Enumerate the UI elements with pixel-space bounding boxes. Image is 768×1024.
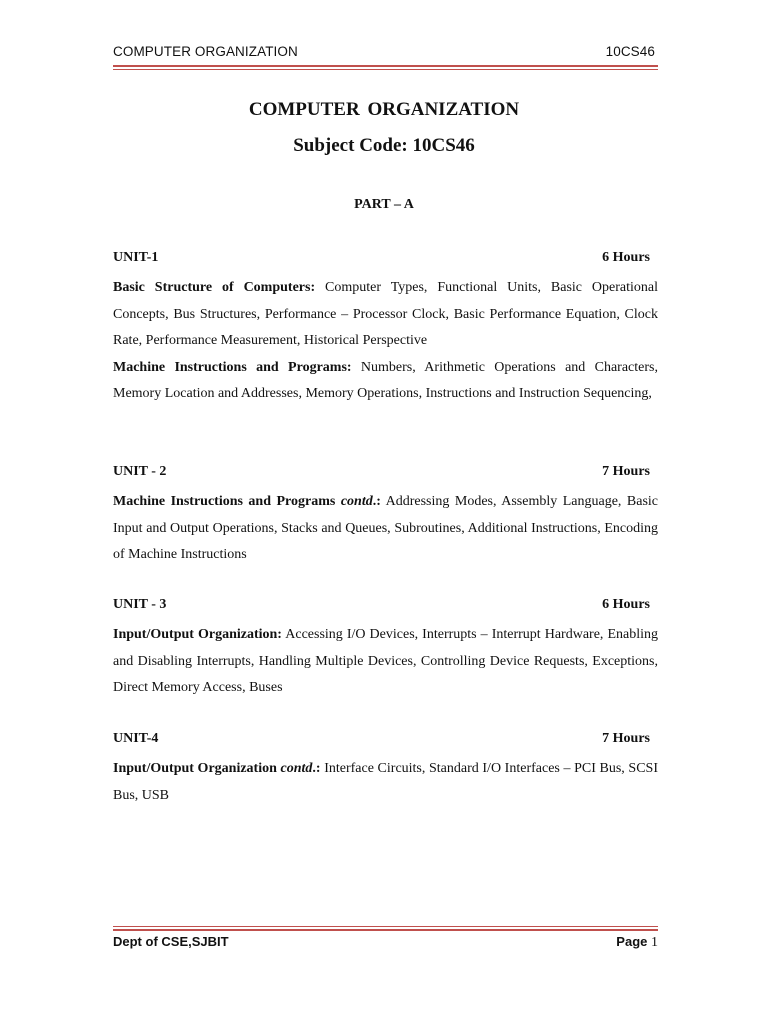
- header-rule: [113, 65, 658, 67]
- part-heading: PART – A: [354, 197, 414, 212]
- page-header: [113, 44, 655, 63]
- topic-text: Accessing I/O Devices, Interrupts – Interrupt Hardware, Enabling and Disabling Interrupts, Handling Multiple Devices, Controlling Device Requests, Exceptions, Direct Memory Access, Buses: [113, 627, 659, 696]
- unit-heading: [113, 730, 658, 748]
- topic-text: Interface Circuits, Standard I/O Interfaces – PCI Bus, SCSI Bus, USB: [113, 761, 658, 803]
- header-course-code: 10CS46: [605, 44, 655, 59]
- topic-heading: Machine Instructions and Programs:: [113, 359, 352, 375]
- unit-hours: 6 Hours: [602, 250, 650, 265]
- syllabus-paragraph: [113, 275, 658, 355]
- topic-title: Input/Output Organization: [113, 761, 281, 776]
- subject-code: Subject Code: 10CS46: [293, 135, 475, 156]
- unit-hours: 6 Hours: [602, 597, 650, 612]
- footer-rule: [113, 929, 658, 931]
- footer-department: Dept of CSE,SJBIT: [113, 934, 229, 949]
- unit-heading: [113, 463, 658, 481]
- unit-syllabus: [113, 756, 658, 809]
- page-footer: [113, 934, 658, 951]
- topic-heading: [113, 761, 321, 776]
- unit-heading: [113, 249, 658, 267]
- topic-contd: contd: [340, 494, 373, 509]
- document-title: COMPUTER ORGANIZATION: [248, 99, 520, 120]
- unit-syllabus: [113, 275, 658, 408]
- unit-syllabus: [113, 489, 658, 569]
- unit-hours: 7 Hours: [602, 464, 650, 479]
- topic-heading: Basic Structure of Computers:: [113, 280, 316, 295]
- page-number-label: [616, 934, 658, 951]
- unit-block-4: [113, 730, 658, 809]
- header-rule-thin: [113, 69, 658, 70]
- page-label: Page: [616, 934, 648, 949]
- syllabus-paragraph: [113, 756, 658, 809]
- syllabus-paragraph: [113, 489, 658, 569]
- topic-colon: .:: [372, 494, 381, 509]
- topic-heading: Input/Output Organization:: [113, 627, 282, 642]
- syllabus-paragraph: [113, 622, 658, 702]
- unit-block-1: [113, 249, 658, 408]
- footer-rule-thin: [113, 926, 658, 927]
- unit-heading: [113, 596, 658, 614]
- unit-name: UNIT - 3: [113, 597, 167, 612]
- topic-heading: [113, 494, 381, 509]
- header-course-title: COMPUTER ORGANIZATION: [113, 44, 298, 59]
- unit-syllabus: [113, 622, 658, 702]
- unit-block-3: [113, 596, 658, 702]
- topic-contd: contd: [280, 761, 313, 776]
- page-number: 1: [651, 935, 658, 950]
- syllabus-paragraph: [113, 355, 658, 408]
- topic-title: Machine Instructions and Programs: [113, 494, 341, 509]
- topic-text: Numbers, Arithmetic Operations and Characters, Memory Location and Addresses, Memory Operations, Instructions and Instruction Sequencing,: [113, 359, 658, 402]
- unit-name: UNIT-4: [113, 731, 159, 746]
- topic-text: Addressing Modes, Assembly Language, Basic Input and Output Operations, Stacks and Queues, Subroutines, Additional Instructions, Encoding of Machine Instructions: [113, 494, 659, 563]
- topic-text: Computer Types, Functional Units, Basic Operational Concepts, Bus Structures, Performance – Processor Clock, Basic Performance Equation, Clock Rate, Performance Measurement, Historical Perspective: [113, 280, 658, 349]
- unit-name: UNIT-1: [113, 250, 159, 265]
- unit-hours: 7 Hours: [602, 731, 650, 746]
- topic-colon: .:: [312, 761, 321, 776]
- unit-block-2: [113, 463, 658, 569]
- unit-name: UNIT - 2: [113, 464, 167, 479]
